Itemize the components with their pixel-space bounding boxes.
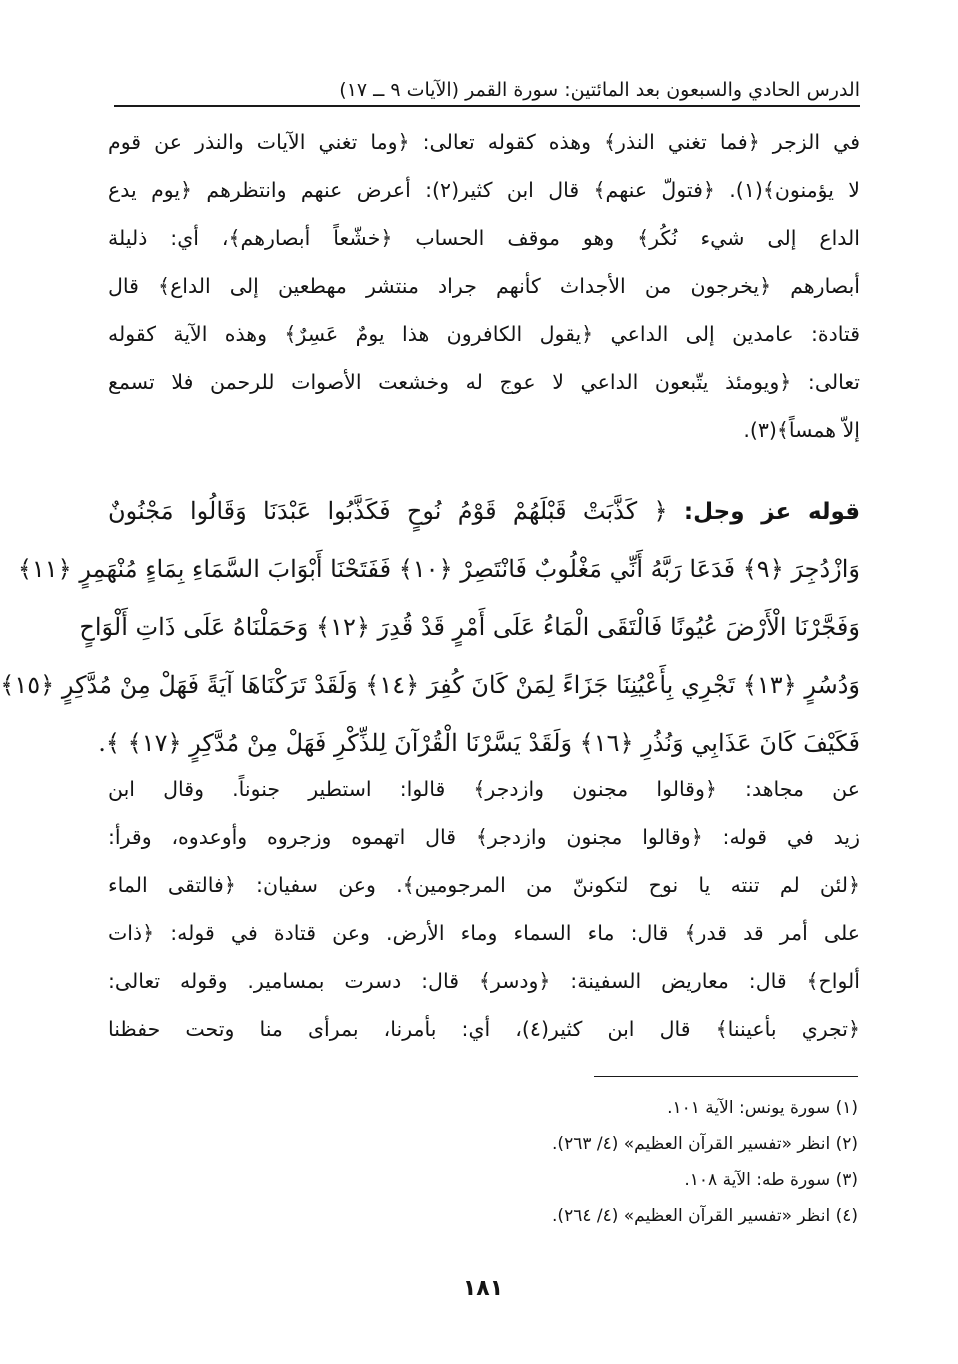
footnote: (٣) سورة طه: الآية ١٠٨.: [684, 1170, 858, 1190]
footnote: (١) سورة يونس: الآية ١٠١.: [667, 1098, 858, 1118]
quran-line: وَدُسُرٍ ﴿١٣﴾ تَجْرِي بِأَعْيُنِنَا جَزَاءً لِمَنْ كَانَ كُفِرَ ﴿١٤﴾ وَلَقَدْ تَرَكْنَاهَا آيَةً فَهَلْ مِنْ مُدَّكِرٍ ﴿١٥﴾: [0, 671, 860, 699]
text-line: لا يؤمنون﴾(١). ﴿فتولّ عنهم﴾ قال ابن كثير(٢): أعرض عنهم وانتظرهم ﴿يوم يدع: [108, 178, 861, 202]
text-line: تعالى: ﴿ويومئذ يتّبعون الداعي لا عوج له وخشعت الأصوات للرحمن فلا تسمع: [108, 370, 860, 394]
text-line: ﴿لئن لم تنته يا نوح لتكوننّ من المرجومين﴾. وعن سفيان: ﴿فالتقى الماء: [108, 873, 860, 897]
text-line: قتادة: عامدين إلى الداعي ﴿يقول الكافرون هذا يومٌ عَسِرٌ﴾ وهذه الآية كقوله: [108, 322, 860, 346]
commentary-paragraph-1: [108, 118, 860, 454]
commentary-paragraph-2: [108, 765, 860, 1053]
quran-line: وَازْدُجِرَ ﴿٩﴾ فَدَعَا رَبَّهُ أَنِّي مَغْلُوبٌ فَانْتَصِرْ ﴿١٠﴾ فَفَتَحْنَا أَبْوَابَ السَّمَاءِ بِمَاءٍ مُنْهَمِرٍ ﴿١١﴾: [17, 555, 860, 583]
quran-line: فَكَيْفَ كَانَ عَذَابِي وَنُذُرِ ﴿١٦﴾ وَلَقَدْ يَسَّرْنَا الْقُرْآنَ لِلذِّكْرِ فَهَلْ مِنْ مُدَّكِرٍ ﴿١٧﴾ ﴾.: [98, 729, 860, 757]
quran-line: [108, 482, 860, 540]
text-line: ألواح﴾ قال: معاريض السفينة: ﴿ودسر﴾ قال: دسرت بمسامير. وقوله تعالى:: [108, 969, 860, 993]
text-line: ﴿تجري بأعيننا﴾ قال ابن كثير(٤)، أي: بأمرنا، بمرأى منا وتحت حفظنا: [108, 1017, 861, 1041]
verse-intro: قوله عز وجل:: [683, 499, 861, 525]
text-line: على أمر قد قدر﴾ قال: ماء السماء وماء الأرض. وعن قتادة في قوله: ﴿ذات: [108, 921, 860, 945]
running-header: الدرس الحادي والسبعون بعد المائتين: سورة القمر (الآيات ٩ ــ ١٧): [339, 79, 860, 101]
quran-line: وَفَجَّرْنَا الْأَرْضَ عُيُونًا فَالْتَقَى الْمَاءُ عَلَى أَمْرٍ قَدْ قُدِرَ ﴿١٢﴾ وَحَمَلْنَاهُ عَلَى ذَاتِ أَلْوَاحٍ: [79, 613, 860, 641]
footnote: (٤) انظر «تفسير القرآن العظيم» (٤/ ٢٦٤).: [552, 1206, 858, 1226]
text-line: إلاّ همساً﴾(٣).: [743, 418, 860, 442]
text-line: أبصارهم ﴿يخرجون من الأجداث كأنهم جراد منتشر مهطعين إلى الداع﴾ قال: [108, 274, 860, 298]
footnote-divider: [594, 1076, 858, 1077]
footnote: (٢) انظر «تفسير القرآن العظيم» (٤/ ٢٦٣).: [552, 1134, 858, 1154]
header-divider: [114, 105, 860, 107]
page-number: ١٨١: [462, 1276, 504, 1301]
quran-text: ﴿ كَذَّبَتْ قَبْلَهُمْ قَوْمُ نُوحٍ فَكَذَّبُوا عَبْدَنَا وَقَالُوا مَجْنُونٌ: [108, 497, 668, 525]
text-line: عن مجاهد: ﴿وقالوا مجنون وازدجر﴾ قالوا: استطير جنوناً. وقال ابن: [108, 777, 860, 801]
text-line: في الزجر ﴿فما تغني النذر﴾ وهذه كقوله تعالى: ﴿وما تغني الآيات والنذر عن قوم: [108, 130, 860, 154]
quran-verses-block: [0, 482, 861, 772]
text-line: زيد في قوله: ﴿وقالوا مجنون وازدجر﴾ قال اتهموه وزجروه وأوعدوه، وقرأ:: [108, 825, 860, 849]
footnotes: [358, 1090, 858, 1234]
text-line: الداع إلى شيء نُكُر﴾ وهو موقف الحساب ﴿خشّعاً أبصارهم﴾، أي: ذليلة: [108, 226, 860, 250]
